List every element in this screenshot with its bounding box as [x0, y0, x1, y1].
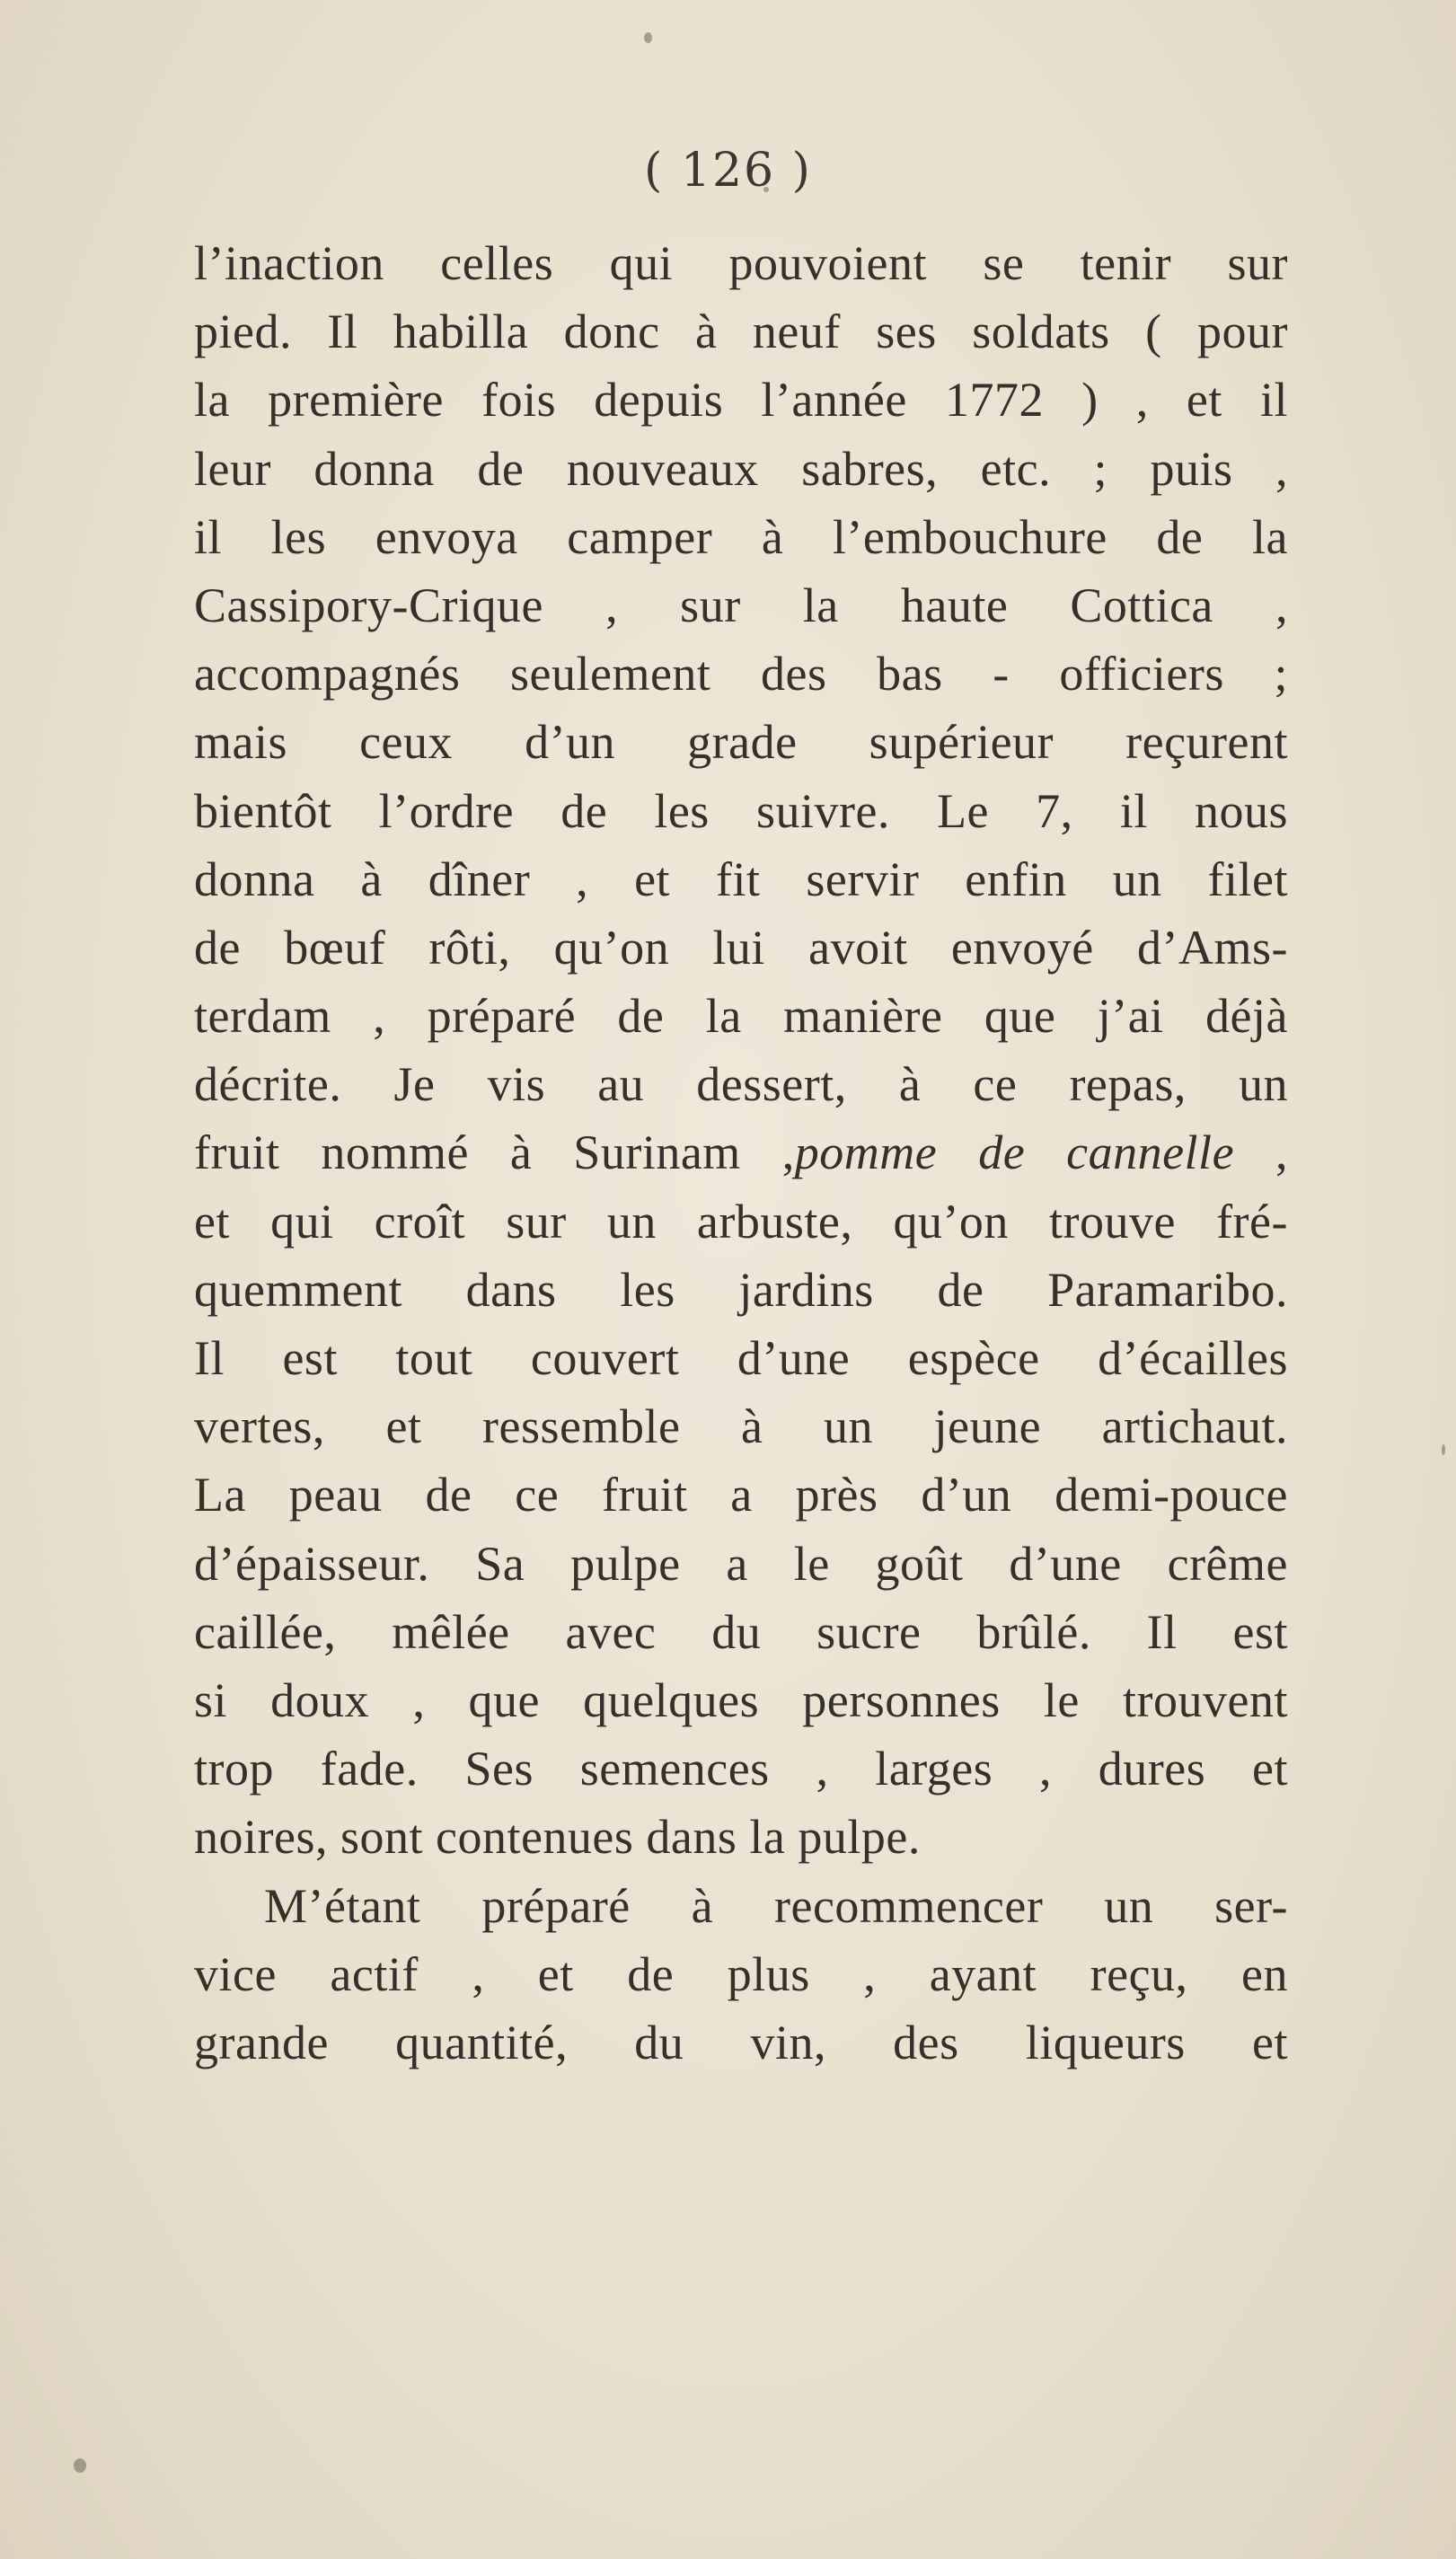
text-run: fruit nommé à Surinam ,: [194, 1125, 795, 1180]
text-line: d’épaisseur. Sa pulpe a le goût d’une crême: [194, 1536, 1288, 1591]
text-line: pied. Il habilla donc à neuf ses soldats ( pour: [194, 304, 1288, 359]
text-line: terdam , préparé de la manière que j’ai déjà: [194, 989, 1288, 1044]
text-line: M’étant préparé à recommencer un ser-: [264, 1878, 1288, 1933]
text-line: la première fois depuis l’année 1772 ) , et il: [194, 373, 1288, 428]
body-text: [194, 229, 1288, 2077]
text-line: Cassipory-Crique , sur la haute Cottica ,: [194, 578, 1288, 632]
text-line: Il est tout couvert d’une espèce d’écailles: [194, 1331, 1288, 1385]
text-line: quemment dans les jardins de Paramaribo.: [194, 1262, 1288, 1317]
text-line: vice actif , et de plus , ayant reçu, en: [194, 1946, 1288, 2001]
page-number: ( 126 ): [644, 144, 812, 198]
text-line: vertes, et ressemble à un jeune artichaut.: [194, 1399, 1288, 1454]
text-line: décrite. Je vis au dessert, à ce repas, un: [194, 1057, 1288, 1112]
text-line: si doux , que quelques personnes le trouvent: [194, 1672, 1288, 1727]
text-line: accompagnés seulement des bas - officiers ;: [194, 647, 1288, 702]
text-line: noires, sont contenues dans la pulpe.: [194, 1810, 921, 1865]
text-run: ,: [1234, 1125, 1289, 1180]
text-line: il les envoya camper à l’embouchure de la: [194, 509, 1288, 564]
text-line: caillée, mêlée avec du sucre brûlé. Il est: [194, 1604, 1288, 1659]
text-line: l’inaction celles qui pouvoient se tenir sur: [194, 236, 1288, 290]
ink-speck: [644, 32, 652, 43]
text-line: mais ceux d’un grade supérieur reçurent: [194, 715, 1288, 770]
ink-speck: [1442, 1444, 1445, 1455]
ink-speck: [74, 2458, 86, 2473]
text-line: leur donna de nouveaux sabres, etc. ; puis ,: [194, 441, 1288, 496]
text-line: trop fade. Ses semences , larges , dures et: [194, 1742, 1288, 1796]
text-line: grande quantité, du vin, des liqueurs et: [194, 2015, 1288, 2069]
text-line: et qui croît sur un arbuste, qu’on trouve fré-: [194, 1194, 1288, 1249]
text-line: La peau de ce fruit a près d’un demi-pouce: [194, 1468, 1288, 1522]
text-line-with-italic: [194, 1118, 1288, 1187]
text-line: bientôt l’ordre de les suivre. Le 7, il nous: [194, 783, 1288, 838]
text-line: donna à dîner , et fit servir enfin un filet: [194, 852, 1288, 906]
text-line: de bœuf rôti, qu’on lui avoit envoyé d’Ams-: [194, 920, 1288, 975]
italic-term: pomme de cannelle: [794, 1125, 1235, 1180]
